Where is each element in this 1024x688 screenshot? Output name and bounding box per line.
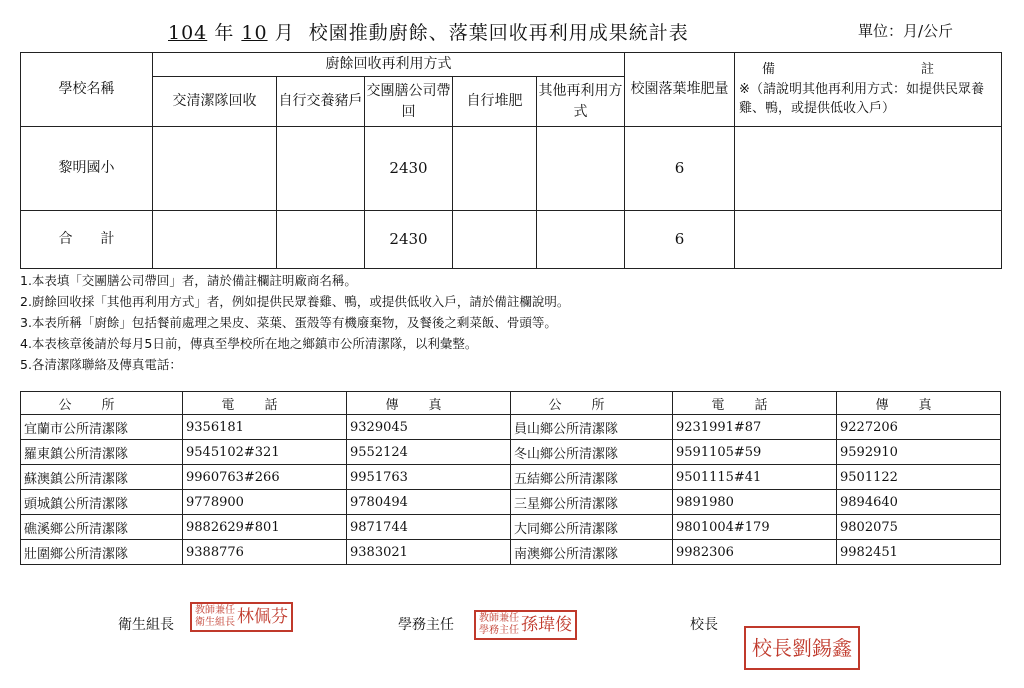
note-item: 3.本表所稱「廚餘」包括餐前處理之果皮、菜葉、蛋殼等有機廢棄物，及餐後之剩菜飯、骨頭等。	[20, 315, 557, 330]
remark-cell	[735, 211, 1002, 269]
contacts-table	[20, 391, 1001, 565]
document-title	[0, 18, 1024, 44]
value-cell	[453, 211, 537, 269]
fax-cell: 9871744	[347, 515, 511, 540]
phone-cell: 9982306	[673, 540, 837, 565]
phone-cell: 9882629#801	[183, 515, 347, 540]
office-cell: 五結鄉公所清潔隊	[511, 465, 673, 490]
remark-note: ※（請說明其他再利用方式：如提供民眾養雞、鴨，或提供低收入戶）	[739, 81, 984, 117]
phone-cell: 9231991#87	[673, 415, 837, 440]
fax-cell: 9227206	[837, 415, 1001, 440]
fax-cell: 9780494	[347, 490, 511, 515]
office-cell: 宜蘭市公所清潔隊	[21, 415, 183, 440]
table-row	[21, 415, 1001, 440]
note-item: 4.本表核章後請於每月5日前，傳真至學校所在地之鄉鎮市公所清潔隊，以利彙整。	[20, 336, 478, 351]
school-name-cell: 黎明國小	[21, 127, 153, 211]
value-cell	[537, 127, 625, 211]
phone-cell: 9960763#266	[183, 465, 347, 490]
fax-cell: 9982451	[837, 540, 1001, 565]
table-row	[21, 490, 1001, 515]
director-stamp: 教師兼任 學務主任 孫瑋俊	[474, 610, 577, 640]
fax-cell: 9592910	[837, 440, 1001, 465]
phone-cell: 9891980	[673, 490, 837, 515]
method-header: 其他再利用方式	[537, 77, 625, 127]
office-header: 公所	[21, 392, 183, 415]
method-header: 交清潔隊回收	[153, 77, 277, 127]
remark-header: 備 註 ※（請說明其他再利用方式：如提供民眾養雞、鴨，或提供低收入戶）	[735, 53, 1002, 127]
method-header: 自行堆肥	[453, 77, 537, 127]
office-cell: 蘇澳鎮公所清潔隊	[21, 465, 183, 490]
phone-cell: 9388776	[183, 540, 347, 565]
method-header: 交團膳公司帶回	[365, 77, 453, 127]
office-cell: 壯圍鄉公所清潔隊	[21, 540, 183, 565]
compost-cell: 6	[625, 211, 735, 269]
principal-stamp: 校長劉錫鑫	[744, 626, 860, 670]
phone-header: 電話	[673, 392, 837, 415]
phone-cell: 9356181	[183, 415, 347, 440]
value-cell	[453, 127, 537, 211]
table-row	[21, 515, 1001, 540]
fax-cell: 9329045	[347, 415, 511, 440]
method-group-header: 廚餘回收再利用方式	[153, 53, 625, 77]
phone-cell: 9778900	[183, 490, 347, 515]
table-row	[21, 540, 1001, 565]
compost-header: 校園落葉堆肥量	[625, 53, 735, 127]
principal-label: 校長	[690, 617, 718, 633]
unit-label: 單位：月/公斤	[858, 22, 954, 40]
school-name-header: 學校名稱	[21, 53, 153, 127]
note-item: 2.廚餘回收採「其他再利用方式」者，例如提供民眾養雞、鴨，或提供低收入戶，請於備註欄說明。	[20, 294, 570, 309]
value-cell	[537, 211, 625, 269]
office-cell: 羅東鎮公所清潔隊	[21, 440, 183, 465]
remark-cell	[735, 127, 1002, 211]
phone-cell: 9591105#59	[673, 440, 837, 465]
fax-cell: 9383021	[347, 540, 511, 565]
office-cell: 頭城鎮公所清潔隊	[21, 490, 183, 515]
table-row	[21, 440, 1001, 465]
health-leader-stamp: 教師兼任 衛生組長 林佩芬	[190, 602, 293, 632]
office-header: 公所	[511, 392, 673, 415]
note-item: 1.本表填「交團膳公司帶回」者，請於備註欄註明廠商名稱。	[20, 273, 357, 288]
fax-header: 傳真	[837, 392, 1001, 415]
total-label-cell: 合 計	[21, 211, 153, 269]
phone-cell: 9501115#41	[673, 465, 837, 490]
value-cell: 2430	[365, 127, 453, 211]
office-cell: 員山鄉公所清潔隊	[511, 415, 673, 440]
phone-cell: 9801004#179	[673, 515, 837, 540]
fax-cell: 9951763	[347, 465, 511, 490]
table-row	[21, 465, 1001, 490]
fax-cell: 9552124	[347, 440, 511, 465]
office-cell: 大同鄉公所清潔隊	[511, 515, 673, 540]
phone-cell: 9545102#321	[183, 440, 347, 465]
table-row	[21, 127, 1002, 211]
notes-list	[20, 270, 569, 375]
statistics-table	[20, 52, 1002, 269]
fax-cell: 9501122	[837, 465, 1001, 490]
office-cell: 三星鄉公所清潔隊	[511, 490, 673, 515]
office-cell: 礁溪鄉公所清潔隊	[21, 515, 183, 540]
phone-header: 電話	[183, 392, 347, 415]
value-cell	[277, 127, 365, 211]
value-cell	[153, 127, 277, 211]
office-cell: 冬山鄉公所清潔隊	[511, 440, 673, 465]
fax-cell: 9894640	[837, 490, 1001, 515]
method-header: 自行交養豬戶	[277, 77, 365, 127]
contacts-header-row	[21, 392, 1001, 415]
fax-cell: 9802075	[837, 515, 1001, 540]
office-cell: 南澳鄉公所清潔隊	[511, 540, 673, 565]
director-label: 學務主任	[398, 617, 454, 633]
table-row	[21, 211, 1002, 269]
value-cell	[153, 211, 277, 269]
title-line: 104 年 10 月 校園推動廚餘、落葉回收再利用成果統計表	[168, 22, 689, 44]
value-cell	[277, 211, 365, 269]
health-leader-label: 衛生組長	[118, 617, 174, 633]
compost-cell: 6	[625, 127, 735, 211]
value-cell: 2430	[365, 211, 453, 269]
note-item: 5.各清潔隊聯絡及傳真電話：	[20, 357, 182, 372]
fax-header: 傳真	[347, 392, 511, 415]
